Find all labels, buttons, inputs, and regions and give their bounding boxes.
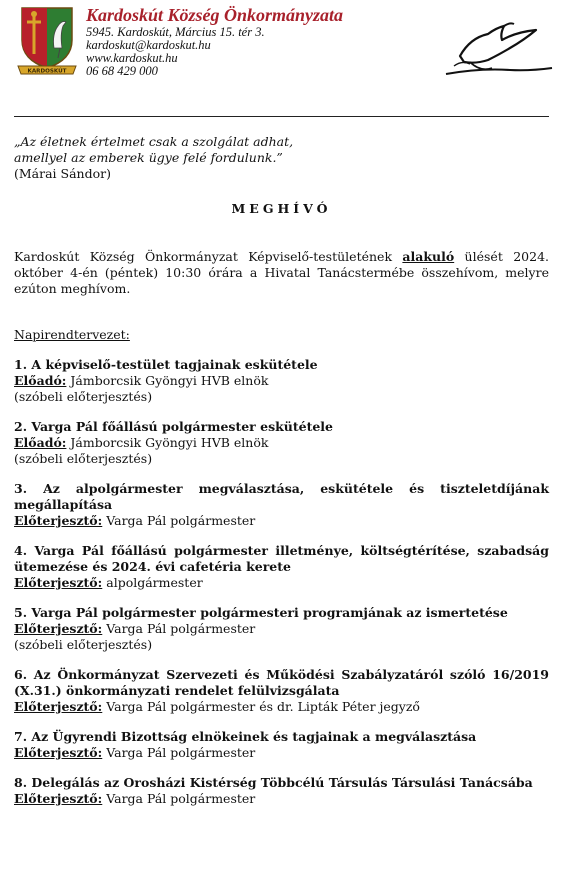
email: kardoskut@kardoskut.hu bbox=[86, 38, 211, 52]
agenda-item-presenter: Előterjesztő: alpolgármester bbox=[14, 575, 203, 590]
agenda-item-title: 6. Az Önkormányzat Szervezeti és Működési Szabályzatáról szóló 16/2019 (X.31.) önkormányzati rendelet felülvizsgálata bbox=[14, 667, 549, 698]
agenda-item bbox=[14, 775, 549, 807]
website: www.kardoskut.hu bbox=[86, 51, 178, 65]
agenda-item-note: (szóbeli előterjesztés) bbox=[14, 451, 153, 466]
agenda-item-title: 4. Varga Pál főállású polgármester illetménye, költségtérítése, szabadság ütemezése és 2024. évi cafetéria kerete bbox=[14, 543, 549, 574]
coat-of-arms-icon bbox=[16, 4, 80, 82]
agenda-item-title: 1. A képviselő-testület tagjainak eskütétele bbox=[14, 357, 318, 372]
agenda-item-presenter: Előterjesztő: Varga Pál polgármester bbox=[14, 791, 256, 806]
agenda-item-note: (szóbeli előterjesztés) bbox=[14, 637, 153, 652]
invitation-body bbox=[14, 134, 549, 807]
agenda-item-title: 2. Varga Pál főállású polgármester eskütétele bbox=[14, 419, 334, 434]
document-title: MEGHÍVÓ bbox=[231, 201, 332, 216]
contact-block bbox=[86, 4, 343, 78]
agenda-item-presenter: Előterjesztő: Varga Pál polgármester bbox=[14, 513, 256, 528]
stork-logo-icon bbox=[440, 18, 556, 80]
address: 5945. Kardoskút, Március 15. tér 3. bbox=[86, 25, 265, 39]
agenda-item bbox=[14, 729, 549, 761]
agenda-item-title: 5. Varga Pál polgármester polgármesteri programjának az ismertetése bbox=[14, 605, 508, 620]
intro-emphasis: alakuló bbox=[402, 249, 455, 264]
intro-part-1: Kardoskút Község Önkormányzat Képviselő-testületének bbox=[14, 249, 403, 264]
agenda-item-note: (szóbeli előterjesztés) bbox=[14, 389, 153, 404]
invitation-text bbox=[14, 249, 549, 297]
quote-line-1: „Az életnek értelmet csak a szolgálat adhat, bbox=[14, 134, 294, 149]
header-divider bbox=[14, 116, 549, 117]
agenda-item-title: 3. Az alpolgármester megválasztása, eskütétele és tiszteletdíjának megállapítása bbox=[14, 481, 549, 512]
organization-name: Kardoskút Község Önkormányzata bbox=[86, 5, 344, 25]
agenda-item-presenter: Előadó: Jámborcsik Gyöngyi HVB elnök bbox=[14, 435, 269, 450]
quote-author: (Márai Sándor) bbox=[14, 166, 111, 181]
agenda-item-presenter: Előterjesztő: Varga Pál polgármester bbox=[14, 745, 256, 760]
intro-part-2: ülését 2024. október 4-én (péntek) 10:30 órára a Hivatal Tanácstermébe összehívom, melyre ezúton meghívom. bbox=[14, 249, 549, 296]
phone: 06 68 429 000 bbox=[86, 64, 158, 78]
agenda-item-presenter: Előterjesztő: Varga Pál polgármester és dr. Lipták Péter jegyző bbox=[14, 699, 420, 714]
agenda-item bbox=[14, 543, 549, 591]
agenda-item-presenter: Előadó: Jámborcsik Gyöngyi HVB elnök bbox=[14, 373, 269, 388]
agenda-item-title: 7. Az Ügyrendi Bizottság elnökeinek és tagjainak a megválasztása bbox=[14, 729, 477, 744]
letterhead bbox=[16, 4, 562, 84]
agenda-item bbox=[14, 357, 549, 405]
quote-line-2: amellyel az emberek ügye felé fordulunk.” bbox=[14, 150, 283, 165]
agenda-item bbox=[14, 419, 549, 467]
agenda-item-title: 8. Delegálás az Orosházi Kistérség Többcélú Társulás Társulási Tanácsába bbox=[14, 775, 533, 790]
agenda-item-presenter: Előterjesztő: Varga Pál polgármester bbox=[14, 621, 256, 636]
agenda-item bbox=[14, 667, 549, 715]
crest-banner-text: KARDOSKÚT bbox=[27, 68, 67, 75]
agenda-heading: Napirendtervezet: bbox=[14, 327, 130, 342]
agenda-item bbox=[14, 481, 549, 529]
agenda-item bbox=[14, 605, 549, 653]
